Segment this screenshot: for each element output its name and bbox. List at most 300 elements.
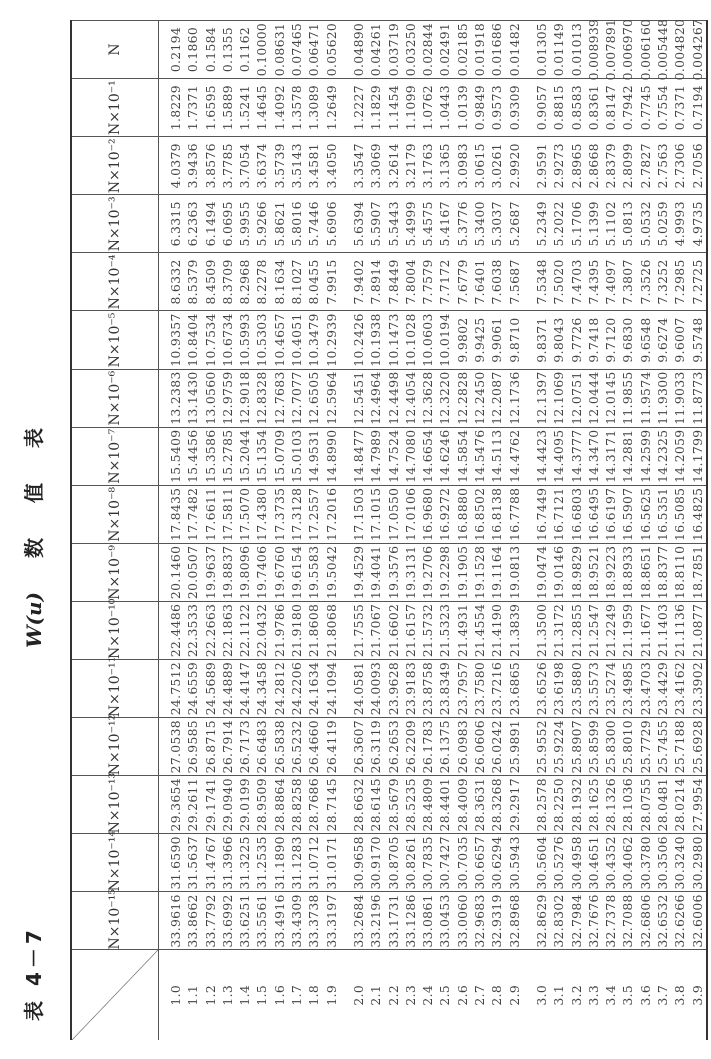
table-cell: 10.6734 [219, 313, 235, 367]
table-cell: 7.8449 [385, 259, 401, 305]
table-cell: 0.02844 [420, 22, 436, 77]
table-cell: 22.1122 [237, 603, 253, 658]
table-cell: 2.8379 [603, 143, 619, 189]
table-cell: 22.3533 [185, 603, 201, 658]
table-cell: 2.9920 [506, 143, 522, 189]
table-cell: 22.1863 [219, 603, 235, 658]
table-cell: 30.3506 [655, 836, 671, 890]
table-cell: 20.0507 [185, 545, 201, 600]
table-cell: 17.5811 [219, 487, 235, 541]
table-cell: 17.5070 [237, 487, 253, 541]
table-cell: 5.6394 [350, 201, 366, 247]
table-cell: 0.006970 [620, 18, 636, 81]
table-cell: 0.7745 [637, 85, 653, 131]
table-cell: 0.01482 [506, 22, 522, 77]
table-cell: 26.7173 [237, 720, 253, 774]
table-cell: 8.6332 [168, 259, 183, 305]
table-cell: 26.8715 [202, 720, 218, 774]
table-cell: 13.1430 [185, 371, 201, 425]
table-cell: 21.7555 [350, 603, 366, 658]
table-cell: 25.8010 [620, 720, 636, 774]
table-cell: 8.1027 [289, 259, 305, 305]
table-cell: 7.3807 [620, 259, 636, 305]
table-cell: 5.2022 [551, 201, 567, 247]
table-cell: 5.3776 [454, 201, 470, 247]
table-cell: 7.6038 [489, 259, 505, 305]
table-cell: 0.08631 [271, 22, 287, 77]
table-cell: 19.4529 [350, 545, 366, 600]
table-cell: 7.5020 [551, 259, 567, 305]
table-cell: 32.8629 [533, 894, 549, 948]
table-cell: 9.8043 [551, 317, 567, 363]
table-cell: 12.0145 [603, 371, 619, 425]
table-cell: 0.10000 [254, 22, 270, 77]
table-cell: 7.9915 [323, 259, 339, 305]
table-cell: 19.5042 [323, 545, 339, 600]
table-cell: 17.7482 [185, 487, 201, 541]
table-cell: 14.5113 [489, 429, 505, 483]
column-header-e15: N×10⁻¹⁵ [71, 892, 159, 950]
table-cell: 32.7378 [603, 894, 619, 948]
table-cell: 26.7914 [219, 720, 235, 774]
table-cell: 12.6505 [306, 371, 322, 425]
table-cell: 19.0146 [551, 545, 567, 600]
table-cell: 14.8477 [350, 429, 366, 483]
table-cell: 8.1634 [271, 259, 287, 305]
u-label: 2.8 [489, 984, 505, 1006]
table-cell: 0.8147 [603, 85, 619, 131]
u-label: 1.8 [306, 984, 322, 1006]
table-cell: 15.4456 [185, 429, 201, 483]
u-label: 3.7 [655, 984, 671, 1006]
table-cell: 25.9891 [506, 720, 522, 774]
table-cell: 3.2179 [402, 143, 418, 189]
table-cell: 0.01149 [551, 22, 567, 77]
table-cell: 10.1938 [368, 313, 384, 367]
table-cell: 2.8965 [568, 143, 584, 189]
table-cell: 21.6602 [385, 603, 401, 658]
table-cell: 3.1365 [437, 143, 453, 189]
table-cell: 7.2985 [672, 259, 688, 305]
column-header-e2: N×10⁻² [71, 137, 159, 195]
table-cell: 14.7524 [385, 429, 401, 483]
table-cell: 7.4097 [603, 259, 619, 305]
table-cell: 5.1706 [568, 201, 584, 247]
table-cell: 10.3479 [306, 313, 322, 367]
table-cell: 7.4395 [585, 259, 601, 305]
table-cell: 31.3225 [237, 836, 253, 890]
table-cell: 7.5687 [506, 259, 522, 305]
table-cell: 5.0532 [637, 201, 653, 247]
table-cell: 28.0481 [655, 778, 671, 832]
table-cell: 14.9531 [306, 429, 322, 483]
table-cell: 24.6559 [185, 661, 201, 716]
table-cell: 12.4498 [385, 371, 401, 425]
table-cell: 33.6251 [237, 894, 253, 948]
table-cell: 33.0861 [420, 894, 436, 948]
table-cell: 26.3119 [368, 720, 384, 774]
table-cell: 16.5085 [672, 487, 688, 541]
table-cell: 0.01686 [489, 22, 505, 77]
table-cell: 16.6197 [603, 487, 619, 541]
table-cell: 12.8328 [254, 371, 270, 425]
table-cell: 17.1503 [350, 487, 366, 541]
table-cell: 33.0060 [454, 894, 470, 948]
table-cell: 32.6006 [689, 894, 705, 948]
table-cell: 9.6274 [655, 317, 671, 363]
table-cell: 1.0139 [454, 85, 470, 131]
table-cell: 7.5348 [533, 259, 549, 305]
table-cell: 1.5241 [237, 85, 253, 131]
table-cell: 0.1162 [237, 26, 253, 73]
table-cell: 11.9855 [620, 371, 636, 425]
table-cell: 1.1829 [368, 85, 384, 131]
table-cell: 17.4380 [254, 487, 270, 541]
table-cell: 21.1403 [655, 603, 671, 658]
table-cell: 33.4916 [271, 894, 287, 948]
table-cell: 10.2939 [323, 313, 339, 367]
table-cell: 1.8229 [168, 85, 183, 131]
table-cell: 14.1799 [689, 429, 705, 483]
table-cell: 25.8300 [603, 720, 619, 774]
table-cell: 0.7371 [672, 85, 688, 131]
table-cell: 0.02185 [454, 22, 470, 77]
table-cell: 23.4703 [637, 661, 653, 716]
table-cell: 30.7835 [420, 836, 436, 890]
u-label: 2.9 [506, 984, 522, 1006]
table-cell: 26.1783 [420, 720, 436, 774]
table-cell: 9.8710 [506, 317, 522, 363]
table-cell: 5.5907 [368, 201, 384, 247]
table-cell: 5.4999 [402, 201, 418, 247]
table-cell: 14.4095 [551, 429, 567, 483]
table-cell: 0.8361 [585, 85, 601, 131]
table-cell: 30.3780 [637, 836, 653, 890]
table-cell: 19.3576 [385, 545, 401, 600]
table-cell: 28.0214 [672, 778, 688, 832]
table-cell: 1.0762 [420, 85, 436, 131]
table-cell: 19.4041 [368, 545, 384, 600]
value-column-e15 [159, 892, 707, 950]
table-cell: 21.5732 [420, 603, 436, 658]
table-cell: 23.9628 [385, 661, 401, 716]
table-cell: 11.9033 [672, 371, 688, 425]
table-cell: 19.6154 [289, 545, 305, 600]
title-function: W(u) [22, 592, 46, 648]
table-cell: 30.9170 [368, 836, 384, 890]
table-cell: 16.9272 [437, 487, 453, 541]
table-cell: 30.6294 [489, 836, 505, 890]
table-cell: 5.4167 [437, 201, 453, 247]
table-cell: 19.0474 [533, 545, 549, 600]
table-cell: 16.8502 [472, 487, 488, 541]
value-column-e0 [159, 18, 707, 81]
table-cell: 10.5303 [254, 313, 270, 367]
table-cell: 18.8377 [655, 545, 671, 600]
table-title [18, 21, 47, 1041]
table-cell: 15.0709 [271, 429, 287, 483]
table-cell: 0.06471 [306, 22, 322, 77]
table-cell: 7.6401 [472, 259, 488, 305]
table-cell: 8.5379 [185, 259, 201, 305]
table-cell: 24.4889 [219, 661, 235, 716]
table-cell: 1.0443 [437, 85, 453, 131]
table-cell: 18.8110 [672, 545, 688, 600]
table-cell: 12.7077 [289, 371, 305, 425]
table-cell: 30.8261 [402, 836, 418, 890]
u-label: 1.7 [289, 984, 305, 1006]
table-cell: 12.1069 [551, 371, 567, 425]
table-cell: 26.0242 [489, 720, 505, 774]
u-label: 1.1 [185, 984, 201, 1006]
table-cell: 7.2725 [689, 259, 705, 305]
table-cell: 19.1528 [472, 545, 488, 600]
table-cell: 21.8068 [323, 603, 339, 658]
value-column-e5 [159, 311, 707, 369]
value-column-e10 [159, 601, 707, 659]
table-cell: 19.7406 [254, 545, 270, 600]
table-cell: 33.2196 [368, 894, 384, 948]
table-cell: 7.8004 [402, 259, 418, 305]
table-cell: 4.9993 [672, 201, 688, 247]
table-cell: 14.3777 [568, 429, 584, 483]
table-cell: 14.6654 [420, 429, 436, 483]
table-cell: 22.4486 [168, 603, 183, 658]
table-cell: 0.2194 [168, 26, 183, 73]
table-cell: 19.2298 [437, 545, 453, 600]
table-cell: 21.1677 [637, 603, 653, 658]
table-cell: 23.4985 [620, 661, 636, 716]
table-cell: 29.2917 [506, 778, 522, 832]
table-cell: 0.7194 [689, 85, 705, 131]
table-cell: 9.7726 [568, 317, 584, 363]
column-header-e12: N×10⁻¹² [71, 718, 159, 776]
column-header-e9: N×10⁻⁹ [71, 543, 159, 601]
table-cell: 31.0712 [306, 836, 322, 890]
table-cell: 1.4645 [254, 85, 270, 131]
table-cell: 28.3268 [489, 778, 505, 832]
u-label: 2.4 [420, 984, 436, 1006]
value-column-e6 [159, 369, 707, 427]
table-cell: 29.2611 [185, 778, 201, 832]
table-cell: 18.9521 [585, 545, 601, 600]
table-cell: 24.5689 [202, 661, 218, 716]
table-cell: 28.1326 [603, 778, 619, 832]
table-cell: 24.1094 [323, 661, 339, 716]
u-label: 2.0 [350, 984, 366, 1006]
table-cell: 5.0259 [655, 201, 671, 247]
table-cell: 28.9509 [254, 778, 270, 832]
table-cell: 17.2557 [306, 487, 322, 541]
table-cell: 0.1584 [202, 26, 218, 73]
table-cell: 3.5143 [289, 143, 305, 189]
table-cell: 24.4147 [237, 661, 253, 716]
table-cell: 5.8016 [289, 201, 305, 247]
table-cell: 12.2828 [454, 371, 470, 425]
column-header-e13: N×10⁻¹³ [71, 776, 159, 834]
column-header-e5: N×10⁻⁵ [71, 311, 159, 369]
table-cell: 2.8668 [585, 143, 601, 189]
table-cell: 5.5443 [385, 201, 401, 247]
table-cell: 0.7942 [620, 85, 636, 131]
table-cell: 0.9057 [533, 85, 549, 131]
u-label: 2.1 [368, 984, 384, 1006]
table-cell: 10.9357 [168, 313, 183, 367]
column-header-e7: N×10⁻⁷ [71, 427, 159, 485]
table-cell: 3.3069 [368, 143, 384, 189]
table-cell: 3.7054 [237, 143, 253, 189]
table-cell: 19.6760 [271, 545, 287, 600]
table-cell: 5.6906 [323, 201, 339, 247]
table-cell: 28.7145 [323, 778, 339, 832]
value-column-e3 [159, 195, 707, 253]
table-cell: 19.3131 [402, 545, 418, 600]
table-cell: 28.1625 [585, 778, 601, 832]
table-cell: 12.9759 [219, 371, 235, 425]
table-cell: 3.0983 [454, 143, 470, 189]
table-cell: 26.2209 [402, 720, 418, 774]
table-cell: 10.5993 [237, 313, 253, 367]
table-cell: 14.4762 [506, 429, 522, 483]
u-label: 3.3 [585, 984, 601, 1006]
table-cell: 2.7306 [672, 143, 688, 189]
table-cell: 28.3631 [472, 778, 488, 832]
table-cell: 14.6246 [437, 429, 453, 483]
table-cell: 32.7984 [568, 894, 584, 948]
table-cell: 33.9616 [168, 894, 183, 948]
value-column-e1 [159, 79, 707, 137]
table-cell: 30.5276 [551, 836, 567, 890]
table-cell: 33.4309 [289, 894, 305, 948]
table-cell: 10.0194 [437, 313, 453, 367]
table-cell: 14.8990 [323, 429, 339, 483]
table-cell: 10.4657 [271, 313, 287, 367]
table-cell: 27.9954 [689, 778, 705, 832]
table-cell: 1.6595 [202, 85, 218, 131]
header-row [71, 21, 159, 1041]
table-cell: 9.6007 [672, 317, 688, 363]
table-cell: 5.2687 [506, 201, 522, 247]
table-number: 表 4－7 [22, 926, 46, 1021]
table-cell: 28.5679 [385, 778, 401, 832]
column-header-e6: N×10⁻⁶ [71, 369, 159, 427]
table-cell: 12.9018 [237, 371, 253, 425]
table-cell: 27.0538 [168, 720, 183, 774]
table-cell: 30.9658 [350, 836, 366, 890]
table-cell: 14.5854 [454, 429, 470, 483]
table-cell: 12.5451 [350, 371, 366, 425]
table-cell: 5.9266 [254, 201, 270, 247]
table-cell: 15.2044 [237, 429, 253, 483]
table-cell: 29.3654 [168, 778, 183, 832]
table-cell: 3.2614 [385, 143, 401, 189]
table-cell: 16.6495 [585, 487, 601, 541]
table-cell: 1.5889 [219, 85, 235, 131]
u-label: 1.4 [237, 984, 253, 1006]
table-cell: 30.4651 [585, 836, 601, 890]
table-cell: 26.6483 [254, 720, 270, 774]
table-cell: 15.1354 [254, 429, 270, 483]
table-cell: 25.7188 [672, 720, 688, 774]
table-cell: 7.9402 [350, 259, 366, 305]
table-cell: 33.8662 [185, 894, 201, 948]
table-cell: 21.2547 [585, 603, 601, 658]
table-cell: 9.7418 [585, 317, 601, 363]
table-cell: 12.0751 [568, 371, 584, 425]
table-cell: 15.3586 [202, 429, 218, 483]
table-cell: 0.03250 [402, 22, 418, 77]
table-cell: 25.8907 [568, 720, 584, 774]
table-cell: 0.02491 [437, 22, 453, 77]
table-cell: 0.004267 [689, 18, 705, 81]
table-cell: 23.7216 [489, 661, 505, 716]
table-cell: 1.3578 [289, 85, 305, 131]
u-label: 3.2 [568, 984, 584, 1006]
table-cell: 7.7172 [437, 259, 453, 305]
table-cell: 6.3315 [168, 201, 183, 247]
table-cell: 2.7056 [689, 143, 705, 189]
table-cell: 9.9802 [454, 317, 470, 363]
table-cell: 3.4581 [306, 143, 322, 189]
table-cell: 6.0695 [219, 201, 235, 247]
table-cell: 19.9637 [202, 545, 218, 600]
table-cell: 16.5625 [637, 487, 653, 541]
table-cell: 0.04261 [368, 22, 384, 77]
table-cell: 3.4050 [323, 143, 339, 189]
table-cell: 11.9300 [655, 371, 671, 425]
u-label: 2.3 [402, 984, 418, 1006]
table-cell: 17.3128 [289, 487, 305, 541]
table-cell: 32.6266 [672, 894, 688, 948]
table-cell: 17.6611 [202, 487, 218, 541]
table-cell: 8.0455 [306, 259, 322, 305]
table-cell: 25.8599 [585, 720, 601, 774]
table-cell: 30.3240 [672, 836, 688, 890]
table-cell: 33.2684 [350, 894, 366, 948]
table-cell: 21.1959 [620, 603, 636, 658]
u-label: 1.5 [254, 984, 270, 1006]
wu-values-table [70, 20, 708, 1040]
table-cell: 14.2059 [672, 429, 688, 483]
table-cell: 14.4423 [533, 429, 549, 483]
table-cell: 22.2663 [202, 603, 218, 658]
column-header-e3: N×10⁻³ [71, 195, 159, 253]
table-cell: 25.7455 [655, 720, 671, 774]
table-cell: 31.1890 [271, 836, 287, 890]
table-cell: 32.7676 [585, 894, 601, 948]
table-cell: 24.2206 [289, 661, 305, 716]
table-cell: 7.4703 [568, 259, 584, 305]
column-header-e14: N×10⁻¹⁴ [71, 834, 159, 892]
value-column-e12 [159, 718, 707, 776]
table-cell: 9.6830 [620, 317, 636, 363]
table-cell: 16.6803 [568, 487, 584, 541]
table-cell: 7.3526 [637, 259, 653, 305]
table-cell: 28.0755 [637, 778, 653, 832]
table-cell: 32.9683 [472, 894, 488, 948]
table-cell: 0.05620 [323, 22, 339, 77]
table-cell: 26.0606 [472, 720, 488, 774]
title-row [14, 21, 54, 1041]
table-cell: 21.5323 [437, 603, 453, 658]
table-cell: 19.2706 [420, 545, 436, 600]
table-cell: 18.8651 [637, 545, 653, 600]
table-cell: 14.2599 [637, 429, 653, 483]
table-cell: 21.1136 [672, 603, 688, 658]
u-label: 2.7 [472, 984, 488, 1006]
table-cell: 12.3220 [437, 371, 453, 425]
table-cell: 12.0444 [585, 371, 601, 425]
